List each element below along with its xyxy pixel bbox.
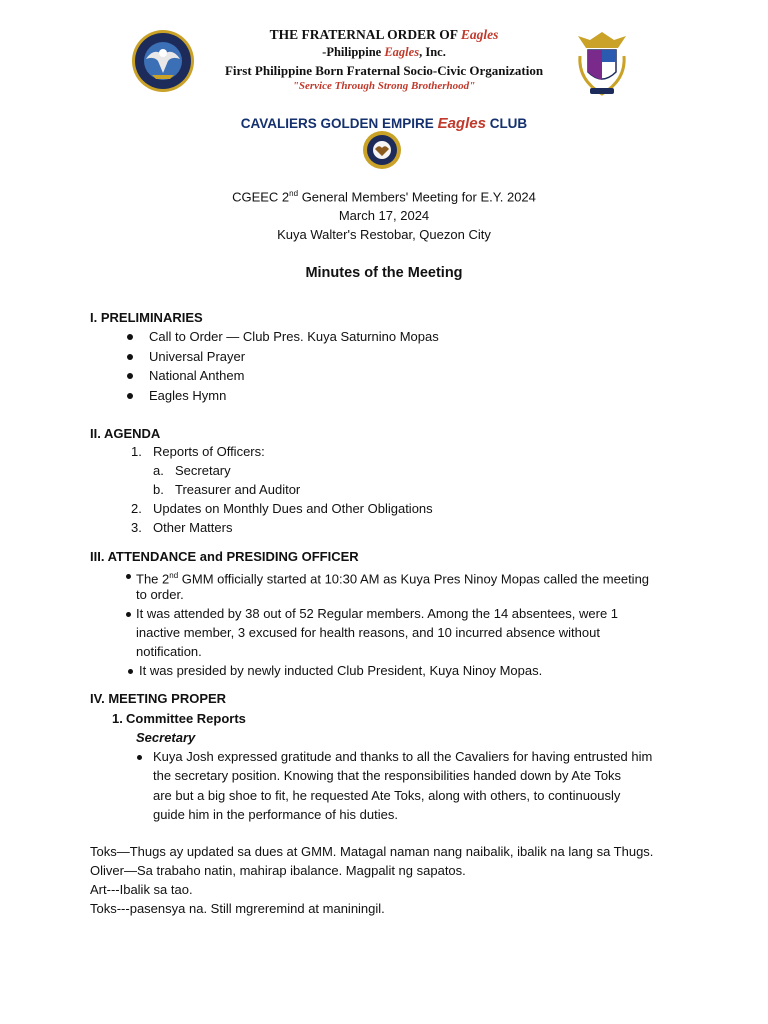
list-item: Eagles Hymn xyxy=(149,388,227,403)
attendance-item: It was presided by newly inducted Club President, Kuya Ninoy Mopas. xyxy=(139,663,543,678)
club-seal-icon xyxy=(362,130,402,170)
meeting-venue: Kuya Walter's Restobar, Quezon City xyxy=(277,227,491,242)
list-item: National Anthem xyxy=(149,368,245,383)
note-line: Art---Ibalik sa tao. xyxy=(90,882,193,897)
attendance-item: It was attended by 38 out of 52 Regular members. Among the 14 absentees, were 1 xyxy=(136,606,619,621)
bullet-icon xyxy=(128,669,133,674)
section-heading-attendance: III. ATTENDANCE and PRESIDING OFFICER xyxy=(90,549,359,564)
note-line: Toks---pasensya na. Still mgreremind at maniningil. xyxy=(90,901,385,916)
fraternal-order-eagles-emblem xyxy=(130,29,196,93)
attendance-item-continued: notification. xyxy=(136,644,202,659)
report-text: the secretary position. Knowing that the responsibilities handed down by Ate Toks xyxy=(153,768,622,783)
agenda-letter: b. xyxy=(153,482,164,497)
note-line: Oliver—Sa trabaho natin, mahirap ibalance. Magpalit ng sapatos. xyxy=(90,863,466,878)
meeting-date: March 17, 2024 xyxy=(338,208,430,223)
report-text: are but a big shoe to fit, he requested Ate Toks, along with others, to continuously xyxy=(153,788,621,803)
bullet-icon xyxy=(127,393,133,399)
letterhead-org-subname: -Philippine Eagles, Inc. xyxy=(322,45,446,59)
letterhead-motto: "Service Through Strong Brotherhood" xyxy=(292,80,476,92)
report-role: Secretary xyxy=(136,730,196,745)
section-heading-agenda: II. AGENDA xyxy=(90,426,161,441)
eagle-crest-emblem xyxy=(574,30,630,98)
section-heading-meeting-proper: IV. MEETING PROPER xyxy=(90,691,227,706)
bullet-icon xyxy=(127,373,133,379)
agenda-item: Other Matters xyxy=(153,520,233,535)
attendance-item-continued: to order. xyxy=(136,587,184,602)
attendance-item: The 2nd GMM officially started at 10:30 AM as Kuya Pres Ninoy Mopas called the meeting xyxy=(136,571,650,587)
report-text: Kuya Josh expressed gratitude and thanks to all the Cavaliers for having entrusted him xyxy=(153,749,653,764)
bullet-icon xyxy=(126,612,131,617)
agenda-item: Reports of Officers: xyxy=(153,444,265,459)
subsection-number: 1. xyxy=(112,711,123,726)
letterhead-org-name: THE FRATERNAL ORDER OF Eagles xyxy=(269,27,499,42)
agenda-item: Updates on Monthly Dues and Other Obligations xyxy=(153,501,433,516)
section-heading-preliminaries: I. PRELIMINARIES xyxy=(90,310,203,325)
meeting-name: CGEEC 2nd General Members' Meeting for E.Y. 2024 xyxy=(232,189,536,205)
subsection-heading: Committee Reports xyxy=(126,711,246,726)
bullet-icon xyxy=(126,574,131,579)
report-text: guide him in the performance of his duties. xyxy=(153,807,398,822)
bullet-icon xyxy=(127,334,133,340)
agenda-subitem: Secretary xyxy=(175,463,231,478)
list-item: Call to Order — Club Pres. Kuya Saturnino Mopas xyxy=(149,329,439,344)
club-name: CAVALIERS GOLDEN EMPIRE Eagles CLUB xyxy=(240,115,528,132)
agenda-number: 3. xyxy=(131,520,142,535)
document-title: Minutes of the Meeting xyxy=(305,265,463,281)
agenda-subitem: Treasurer and Auditor xyxy=(175,482,301,497)
letterhead-tagline: First Philippine Born Fraternal Socio-Civic Organization xyxy=(224,63,544,78)
agenda-number: 2. xyxy=(131,501,142,516)
bullet-icon xyxy=(127,354,133,360)
note-line: Toks—Thugs ay updated sa dues at GMM. Matagal naman nang naibalik, ibalik na lang sa Thugs. xyxy=(90,844,654,859)
list-item: Universal Prayer xyxy=(149,349,246,364)
attendance-item-continued: inactive member, 3 excused for health reasons, and 10 incurred absence without xyxy=(136,625,600,640)
bullet-icon xyxy=(137,755,142,760)
agenda-number: 1. xyxy=(131,444,142,459)
agenda-letter: a. xyxy=(153,463,164,478)
